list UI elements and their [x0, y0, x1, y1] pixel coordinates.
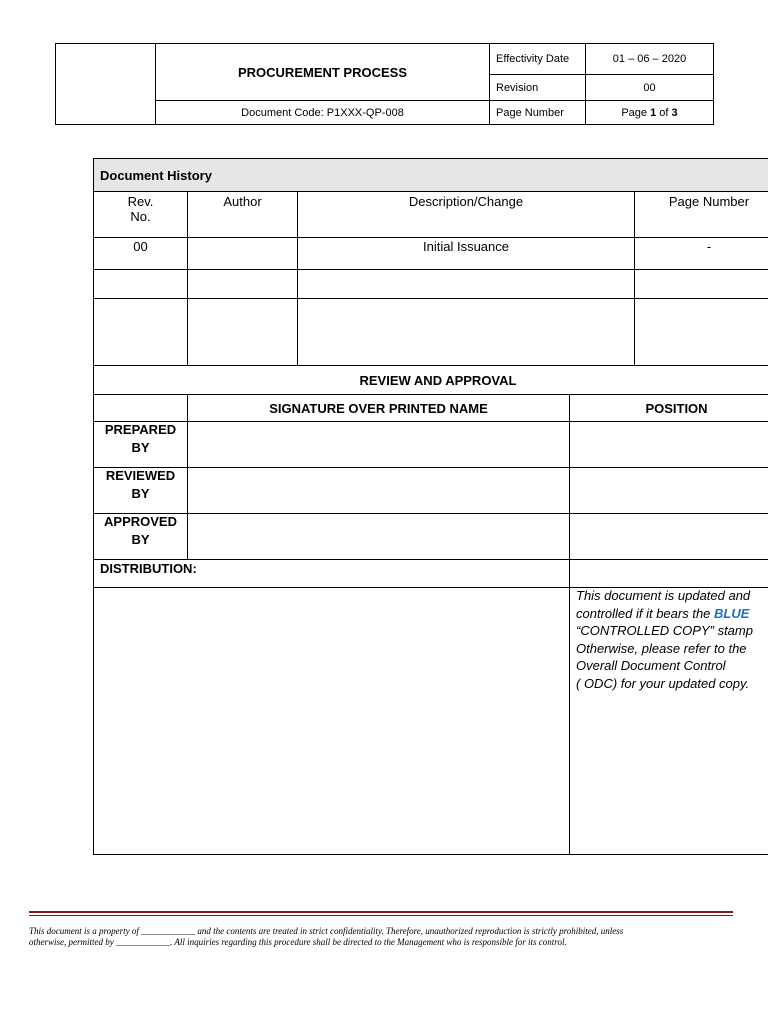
col-author: Author [223, 194, 262, 209]
note-line-1: This document is updated and [576, 588, 751, 603]
history-rev-cell: 00 [133, 239, 148, 254]
page-current: 1 [650, 106, 657, 119]
revision-label: Revision [496, 81, 539, 94]
note-line-2 [576, 605, 768, 623]
document-title: PROCUREMENT PROCESS [237, 64, 408, 80]
note-line-5: Overall Document Control [576, 658, 726, 673]
footer-line-1: This document is a property of ____________ and the contents are treated in strict confidentiality. Therefore, unauthorized reproduction is strictly prohibited, unless [29, 926, 624, 936]
note-blue-word: BLUE [714, 605, 750, 621]
col-rev-no: Rev. No. [127, 194, 154, 224]
note-line-3: “CONTROLLED COPY” stamp [576, 623, 753, 638]
signature-header: SIGNATURE OVER PRINTED NAME [269, 400, 488, 416]
reviewed-by-label: REVIEWED BY [105, 468, 176, 501]
logo-area [56, 44, 155, 124]
document-code: Document Code: P1XXX-QP-008 [241, 106, 404, 119]
approved-by-label: APPROVED BY [104, 514, 177, 547]
page-number-value [586, 101, 713, 124]
history-page-cell: - [706, 239, 712, 254]
effectivity-date-label: Effectivity Date [496, 53, 570, 65]
distribution-label: DISTRIBUTION: [100, 561, 197, 576]
effectivity-date-value: 01 – 06 – 2020 [612, 53, 687, 65]
footer-rule-bottom [29, 915, 733, 916]
revision-value: 00 [643, 81, 656, 94]
controlled-copy-note [576, 587, 768, 692]
position-header: POSITION [645, 400, 708, 416]
note-line-2-text: controlled if it bears the [576, 605, 715, 621]
page-number-label: Page Number [496, 106, 564, 119]
footer-rule-top [29, 911, 733, 913]
history-description-cell: Initial Issuance [423, 239, 509, 254]
document-history-title: Document History [100, 167, 212, 183]
page-of: of [656, 106, 672, 119]
review-approval-title: REVIEW AND APPROVAL [359, 372, 517, 388]
page-total: 3 [671, 106, 678, 119]
col-page-number: Page Number [668, 194, 750, 209]
history-author-cell [188, 239, 297, 269]
col-description: Description/Change [408, 194, 524, 209]
note-line-4: Otherwise, please refer to the [576, 640, 747, 656]
confidentiality-notice [29, 926, 739, 948]
page-prefix: Page [621, 106, 651, 119]
footer-line-2: otherwise, permitted by ____________. All inquiries regarding this procedure shall be directed to the Management who is responsible for its control. [29, 937, 567, 947]
note-line-6: ( ODC) for your updated copy. [576, 675, 750, 691]
prepared-by-label: PREPARED BY [104, 422, 177, 455]
